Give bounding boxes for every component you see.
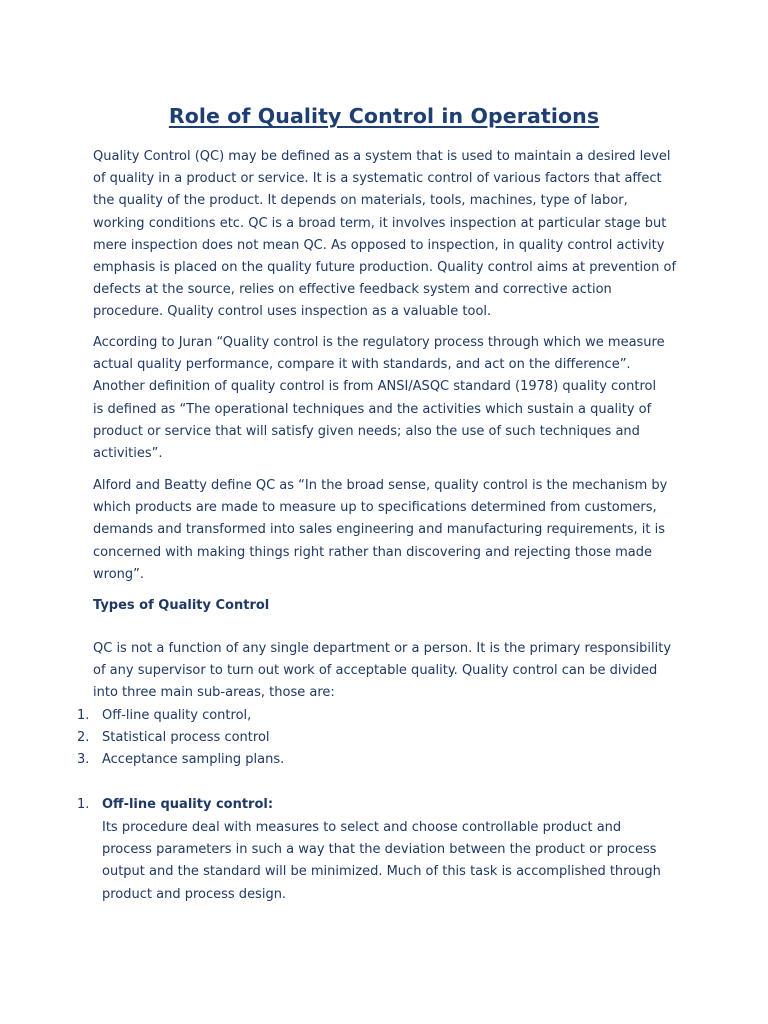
- text-line: which products are made to measure up to specifications determined from customers,: [93, 500, 657, 516]
- page-title: Role of Quality Control in Operations: [168, 104, 600, 128]
- text-line: Another definition of quality control is from ANSI/ASQC standard (1978) quality control: [93, 379, 657, 395]
- text-line: activities”.: [93, 446, 163, 462]
- text-line: Alford and Beatty define QC as “In the broad sense, quality control is the mechanism by: [93, 478, 668, 493]
- text-line: wrong”.: [93, 566, 145, 582]
- types-list: [0, 705, 768, 772]
- section-offline-heading: [0, 794, 768, 816]
- list-item-text: Statistical process control: [102, 730, 270, 746]
- list-item-text: Off-line quality control,: [102, 708, 252, 723]
- text-line: concerned with making things right rather than discovering and rejecting those made: [93, 544, 652, 560]
- section-number: 1.: [77, 797, 90, 812]
- text-line: output and the standard will be minimized. Much of this task is accomplished through: [102, 864, 661, 880]
- paragraph-types: [93, 638, 683, 705]
- text-line: into three main sub-areas, those are:: [93, 685, 335, 701]
- text-line: of any supervisor to turn out work of acceptable quality. Quality control can be divided: [93, 663, 658, 679]
- text-line: emphasis is placed on the quality future production. Quality control aims at prevention of: [93, 260, 677, 276]
- section-offline-body: [102, 817, 682, 906]
- list-item: [0, 705, 768, 727]
- types-heading: Types of Quality Control: [93, 598, 270, 613]
- text-line: mere inspection does not mean QC. As opposed to inspection, in quality control activity: [93, 237, 665, 253]
- list-number: 1.: [77, 708, 90, 723]
- text-line: product and process design.: [102, 886, 287, 902]
- text-line: is defined as “The operational techniques and the activities which sustain a quality of: [93, 401, 652, 417]
- paragraph-juran: [93, 332, 683, 465]
- text-line: QC is not a function of any single department or a person. It is the primary responsibility: [93, 641, 672, 656]
- text-line: product or service that will satisfy given needs; also the use of such techniques and: [93, 423, 640, 439]
- text-line: the quality of the product. It depends on materials, tools, machines, type of labor,: [93, 193, 628, 209]
- list-item: [0, 749, 768, 771]
- list-number: 2.: [77, 730, 90, 746]
- text-line: working conditions etc. QC is a broad term, it involves inspection at particular stage but: [93, 215, 667, 231]
- list-item: [0, 727, 768, 749]
- text-line: According to Juran “Quality control is the regulatory process through which we measure: [93, 335, 665, 350]
- list-item-text: Acceptance sampling plans.: [102, 752, 285, 768]
- text-line: demands and transformed into sales engineering and manufacturing requirements, it is: [93, 522, 665, 538]
- text-line: actual quality performance, compare it with standards, and act on the difference”.: [93, 357, 631, 373]
- list-number: 3.: [77, 752, 90, 768]
- paragraph-definition: [93, 146, 683, 324]
- text-line: Quality Control (QC) may be defined as a system that is used to maintain a desired level: [93, 149, 671, 164]
- paragraph-alford-beatty: [93, 475, 683, 586]
- text-line: Its procedure deal with measures to select and choose controllable product and: [102, 820, 622, 835]
- section-heading-text: Off-line quality control:: [102, 797, 274, 812]
- text-line: procedure. Quality control uses inspection as a valuable tool.: [93, 304, 492, 320]
- text-line: process parameters in such a way that the deviation between the product or process: [102, 842, 657, 858]
- text-line: defects at the source, relies on effective feedback system and corrective action: [93, 282, 612, 298]
- text-line: of quality in a product or service. It is a systematic control of various factors that affect: [93, 171, 662, 187]
